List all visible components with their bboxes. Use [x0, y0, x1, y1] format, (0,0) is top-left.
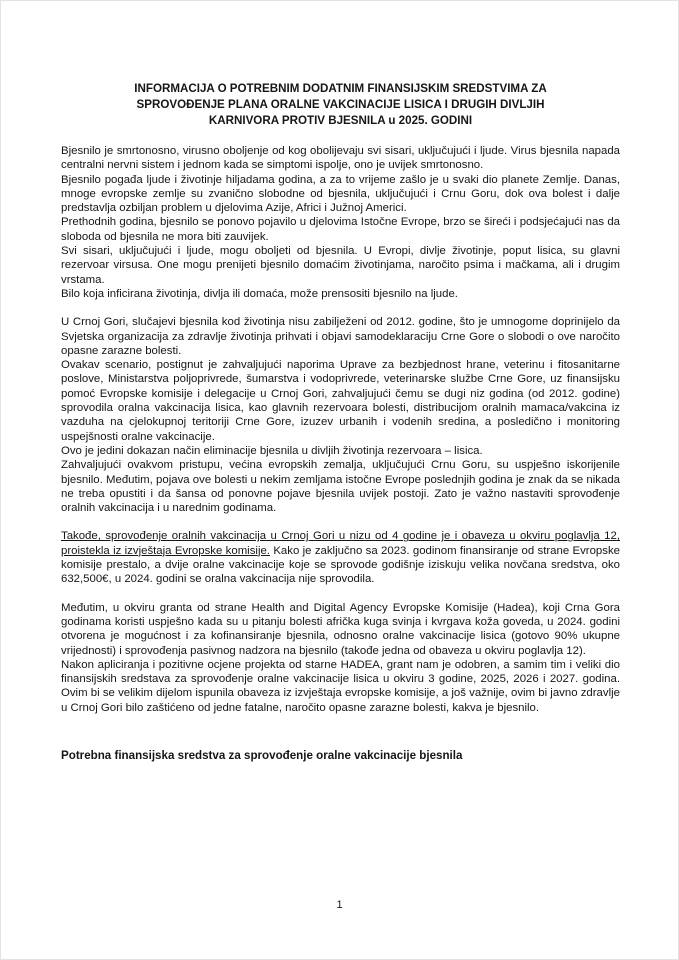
paragraph: Bjesnilo pogađa ljude i životinje hiljadama godina, a za to vrijeme zašlo je u svaki dio planete Zemlje. Danas, mnoge evropske zemlje su zvanično slobodne od bjesnila, uključujući i Crnu Goru, dok ova bolest i dalje predstavlja ozbiljan problem u djelovima Azije, Africi i Južnoj Americi.: [61, 173, 620, 215]
paragraph: Bilo koja inficirana životinja, divlja ili domaća, može prensositi bjesnilo na ljude.: [61, 287, 458, 300]
paragraph: Svi sisari, uključujući i ljude, mogu oboljeti od bjesnila. U Evropi, divlje životinje, poput lisica, su glavni rezervoar virsusa. One mogu prenijeti bjesnilo domaćim životinjama, naročito psima i mačkama, ali i drugim vrstama.: [61, 245, 620, 286]
page-number: 1: [336, 898, 343, 911]
paragraph-block-intro: [61, 144, 620, 301]
paragraph: Prethodnih godina, bjesnilo se ponovo pojavilo u djelovima Istočne Evrope, brzo se šireći i podsjećajući nas da sloboda od bjesnila ne mora biti zauvijek.: [61, 216, 620, 243]
paragraph-with-underline: [61, 529, 620, 586]
paragraph: U Crnoj Gori, slučajevi bjesnila kod životinja nisu zabilježeni od 2012. godine, što je umnogome doprinijelo da Svjetska organizacija za zdravlje životinja prihvati i objavi samodeklaraciju Crne Gore o slobodi o ove naročito opasne zarazne bolesti.: [61, 316, 620, 357]
paragraph: Bjesnilo je smrtonosno, virusno oboljenje od kog obolijevaju svi sisari, uključujući i ljude. Virus bjesnila napada centralni nervni sistem i jednom kada se simptomi ispolje, ono je uvijek smrtonosno.: [61, 145, 620, 172]
paragraph: Ovo je jedini dokazan način eliminacije bjesnila u divljih životinja rezervoara – lisica.: [61, 444, 483, 457]
paragraph: Nakon apliciranja i pozitivne ocjene projekta od starne HADEA, grant nam je odobren, a samim tim i veliki dio finansijskih sredstava za sprovođenje oralne vakcinacije lisica u okviru 3 godine, 2025, 2026 i 2027. godina. Ovim bi se velikim dijelom ispunila obaveza iz izvještaja evropske komisije, a još važnije, ovim bi javno zdravlje u Crnoj Gori bilo zaštićeno od jedne fatalne, naročito opasne zarazne bolesti, kakva je bjesnilo.: [61, 658, 620, 714]
paragraph: Zahvaljujući ovakvom pristupu, većina evropskih zemalja, uključujući Crnu Goru, su uspješno iskorijenile bjesnilo. Međutim, pojava ove bolesti u nekim zemljama istočne Evrope poslednjih godina je znak da se nikada ne treba opustiti i da šansa od ponovne pojave bjesnila uvijek postoji. Zato je važno nastaviti sprovođenje oralnih vakcinacija i u narednim godinama.: [61, 459, 620, 515]
document-title: INFORMACIJA O POTREBNIM DODATNIM FINANSIJSKIM SREDSTVIMA ZA SPROVOĐENJE PLANA ORALNE VAKCINACIJE LISICA I DRUGIH DIVLJIH KARNIVORA PROTIV BJESNILA u 2025. GODINI: [134, 82, 547, 127]
paragraph: Međutim, u okviru granta od strane Health and Digital Agency Evropske Komisije (Hadea), koji Crna Gora godinama koristi uspješno kada su u pitanju bolesti afrička kuga svinja i kvrgava koža goveda, u 2024. godini otvorena je mogućnost i za kofinansiranje bjesnila, odnosno oralne vakcinacije lisica (gotovo 90% ukupne vrijednosti) i sprovođenja pasivnog nadzora na bjesnilo (takođe jedna od obaveza u okviru poglavlja 12).: [61, 601, 620, 657]
obligation-rest-text: Kako je zaključno sa 2023. godinom finansiranje od strane Evropske komisije prestalo, a dvije oralne vakcinacije koje se sprovode godišnje iziskuju velika novčana sredstva, oko 632,500€, u 2024. godini se oralna vakcinacija nije sprovodila.: [61, 544, 620, 586]
underlined-obligation-text: Takođe, sprovođenje oralnih vakcinacija u Crnoj Gori u nizu od 4 godine je i obaveza u okviru poglavlja 12, proistekla iz izvještaja Evropske komisije.: [61, 530, 620, 557]
paragraph-block-montenegro-status: [61, 315, 620, 515]
section-heading: Potrebna finansijska sredstva za sprovođenje oralne vakcinacije bjesnila: [61, 748, 463, 762]
paragraph-block-obligation: [61, 529, 620, 586]
paragraph-block-hadea-grant: [61, 601, 620, 715]
paragraph: Ovakav scenario, postignut je zahvaljujući naporima Uprave za bezbjednost hrane, veterinu i fitosanitarne poslove, Ministarstva poljoprivrede, šumarstva i vodoprivrede, veterinarske službe Crne Gore, uz finansijsku pomoć Evropske komisije i delegacije u Crnoj Gori, zahvaljujući čemu se dugi niz godina (od 2012. godine) sprovodila oralna vakcinacija lisica, kao glavnih rezervoara bolesti, distribucijom oralnih mamaca/vakcina iz vazduha na cjelokupnoj teritoriji Crne Gore, izuzev urbanih i vodenih sredina, a posledično i monitoring uspejšnosti oralne vakcinacije.: [61, 359, 620, 443]
